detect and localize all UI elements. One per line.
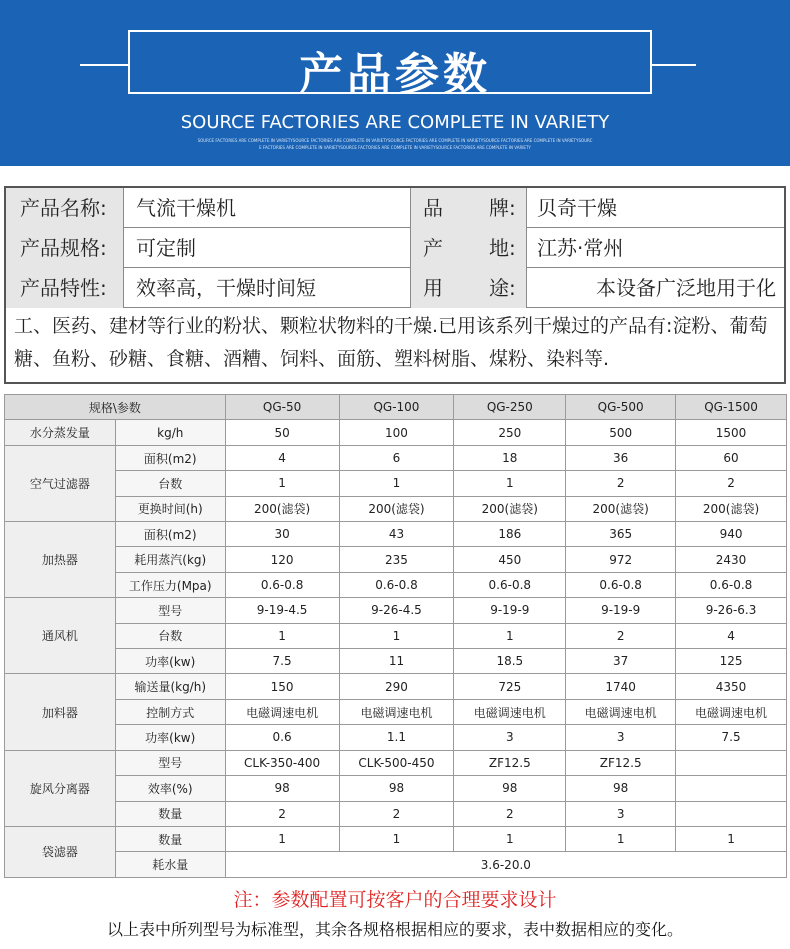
cell-value	[676, 776, 787, 801]
cell-value: 电磁调速电机	[454, 699, 566, 724]
cell-value: 0.6-0.8	[225, 572, 339, 597]
use-label-b: 途:	[489, 276, 516, 300]
origin-label-a: 产	[423, 236, 443, 260]
table-row	[5, 623, 787, 648]
page-subtitle: SOURCE FACTORIES ARE COMPLETE IN VARIETY	[180, 112, 610, 133]
param-name: 耗用蒸汽(kg)	[115, 547, 225, 572]
cell-value: 250	[454, 420, 566, 445]
cell-value: CLK-350-400	[225, 750, 339, 775]
cell-value: 98	[225, 776, 339, 801]
cell-value: 98	[339, 776, 454, 801]
model-header: QG-500	[566, 395, 676, 420]
model-header: QG-250	[454, 395, 566, 420]
cell-value: 150	[225, 674, 339, 699]
cell-value: 1	[454, 623, 566, 648]
cell-value: 1740	[566, 674, 676, 699]
fineprint-line-1: SOURCE FACTORIES ARE COMPLETE IN VARIETYSOURCE FACTORIES ARE COMPLETE IN VARIETYSOURCE FACTORIES ARE COMPLETE IN VARIETYSOURCE FACTORIES ARE COMPLETE IN VARIETYSOURC	[197, 138, 593, 143]
cell-value: 6	[339, 445, 454, 470]
product-spec-value: 可定制	[124, 228, 411, 268]
group-label: 袋滤器	[5, 826, 116, 877]
product-name-label: 产品名称:	[6, 188, 124, 228]
cell-value: 235	[339, 547, 454, 572]
use-label-a: 用	[423, 276, 443, 300]
cell-value: 200(滤袋)	[339, 496, 454, 521]
cell-value: 7.5	[676, 725, 787, 750]
cell-value: 0.6-0.8	[676, 572, 787, 597]
cell-value: 365	[566, 522, 676, 547]
cell-value: 200(滤袋)	[225, 496, 339, 521]
param-name: 台数	[115, 471, 225, 496]
param-name: 型号	[115, 750, 225, 775]
cell-value: 36	[566, 445, 676, 470]
cell-value: CLK-500-450	[339, 750, 454, 775]
cell-value: 98	[454, 776, 566, 801]
cell-value: 18.5	[454, 649, 566, 674]
cell-value: 450	[454, 547, 566, 572]
cell-value	[676, 801, 787, 826]
model-header: QG-100	[339, 395, 454, 420]
table-row	[5, 649, 787, 674]
cell-value: ZF12.5	[454, 750, 566, 775]
cell-value: 30	[225, 522, 339, 547]
cell-value: 0.6-0.8	[454, 572, 566, 597]
header-label: 规格\参数	[5, 395, 226, 420]
product-feature-label: 产品特性:	[6, 268, 124, 308]
table-row	[5, 598, 787, 623]
product-info-block	[4, 186, 786, 384]
cell-value: 290	[339, 674, 454, 699]
cell-value: 9-19-9	[566, 598, 676, 623]
group-label: 水分蒸发量	[5, 420, 116, 445]
cell-value: 4	[676, 623, 787, 648]
table-row	[5, 852, 787, 878]
table-row	[5, 699, 787, 724]
cell-value: 0.6	[225, 725, 339, 750]
cell-value: 9-26-4.5	[339, 598, 454, 623]
cell-value: 9-19-9	[454, 598, 566, 623]
cell-value: 120	[225, 547, 339, 572]
cell-value: 1500	[676, 420, 787, 445]
table-row	[5, 420, 787, 445]
cell-value: 200(滤袋)	[676, 496, 787, 521]
cell-value: 0.6-0.8	[339, 572, 454, 597]
page-title: 产品参数	[299, 49, 491, 100]
config-note: 注：参数配置可按客户的合理要求设计	[233, 889, 557, 911]
product-description: 工、医药、建材等行业的粉状、颗粒状物料的干燥.已用该系列干燥过的产品有:淀粉、葡萄糖、鱼粉、砂糖、食糖、酒糟、饲料、面筋、塑料树脂、煤粉、染料等.	[14, 315, 768, 370]
param-name: 型号	[115, 598, 225, 623]
cell-value: 186	[454, 522, 566, 547]
cell-value: 1	[225, 471, 339, 496]
table-row	[5, 496, 787, 521]
cell-value: 2	[225, 801, 339, 826]
cell-value: 2430	[676, 547, 787, 572]
cell-value: 725	[454, 674, 566, 699]
param-name: 输送量(kg/h)	[115, 674, 225, 699]
param-name: 耗水量	[115, 852, 225, 878]
param-name: 工作压力(Mpa)	[115, 572, 225, 597]
table-row	[5, 471, 787, 496]
footer-note: 以上表中所列型号为标准型，其余各规格根据相应的要求，表中数据相应的变化。	[106, 920, 683, 939]
cell-value: 100	[339, 420, 454, 445]
product-spec-label: 产品规格:	[6, 228, 124, 268]
cell-value: 60	[676, 445, 787, 470]
cell-value: 0.6-0.8	[566, 572, 676, 597]
cell-value: 1	[676, 826, 787, 851]
cell-value: 2	[454, 801, 566, 826]
param-name: 控制方式	[115, 699, 225, 724]
param-name: 效率(%)	[115, 776, 225, 801]
table-row	[5, 522, 787, 547]
cell-value: 1	[225, 826, 339, 851]
param-name: 面积(m2)	[115, 522, 225, 547]
use-label	[411, 268, 527, 308]
brand-value: 贝奇干燥	[537, 196, 617, 220]
cell-value: 电磁调速电机	[225, 699, 339, 724]
table-header-row	[5, 395, 787, 420]
cell-value: 43	[339, 522, 454, 547]
cell-value: 3	[566, 725, 676, 750]
product-name-value: 气流干燥机	[124, 188, 411, 228]
param-name: 台数	[115, 623, 225, 648]
cell-value: 3	[454, 725, 566, 750]
cell-value: 7.5	[225, 649, 339, 674]
origin-label	[411, 228, 527, 268]
info-row-feature-use	[6, 268, 784, 308]
cell-value: 电磁调速电机	[566, 699, 676, 724]
brand-label	[411, 188, 527, 228]
param-name: 数量	[115, 801, 225, 826]
cell-value: 2	[676, 471, 787, 496]
model-header: QG-1500	[676, 395, 787, 420]
brand-label-a: 品	[423, 196, 443, 220]
info-row-name-brand	[6, 188, 784, 228]
header-banner	[0, 0, 790, 166]
cell-value: 2	[339, 801, 454, 826]
info-row-spec-origin	[6, 228, 784, 268]
cell-value: 200(滤袋)	[454, 496, 566, 521]
cell-value: 18	[454, 445, 566, 470]
table-row	[5, 750, 787, 775]
group-label: 旋风分离器	[5, 750, 116, 826]
parameter-table	[4, 394, 787, 878]
fineprint-line-2: E FACTORIES ARE COMPLETE IN VARIETYSOURCE FACTORIES ARE COMPLETE IN VARIETYSOURCE FACTORIES ARE COMPLETE IN VARIETY	[259, 145, 531, 150]
param-name: 功率(kw)	[115, 649, 225, 674]
cell-value: 11	[339, 649, 454, 674]
cell-value: 2	[566, 471, 676, 496]
table-row	[5, 445, 787, 470]
cell-value: 电磁调速电机	[339, 699, 454, 724]
cell-value: 1	[225, 623, 339, 648]
cell-value: 125	[676, 649, 787, 674]
table-row	[5, 725, 787, 750]
cell-value: 940	[676, 522, 787, 547]
origin-label-b: 地:	[489, 236, 516, 260]
cell-value: 972	[566, 547, 676, 572]
cell-value: 电磁调速电机	[676, 699, 787, 724]
cell-value: 1	[454, 471, 566, 496]
cell-value: 1	[454, 826, 566, 851]
cell-value: 4	[225, 445, 339, 470]
cell-value: 9-26-6.3	[676, 598, 787, 623]
cell-value: 3	[566, 801, 676, 826]
cell-value: 37	[566, 649, 676, 674]
param-name: 面积(m2)	[115, 445, 225, 470]
cell-value: 98	[566, 776, 676, 801]
table-row	[5, 547, 787, 572]
cell-value: 4350	[676, 674, 787, 699]
brand-label-b: 牌:	[489, 196, 516, 220]
use-value: 本设备广泛地用于化	[596, 276, 776, 300]
model-header: QG-50	[225, 395, 339, 420]
cell-value: 9-19-4.5	[225, 598, 339, 623]
origin-value: 江苏·常州	[537, 236, 624, 260]
param-name: 功率(kw)	[115, 725, 225, 750]
cell-value	[676, 750, 787, 775]
cell-value: 1	[339, 623, 454, 648]
group-label: 加料器	[5, 674, 116, 750]
table-row	[5, 776, 787, 801]
cell-value: 500	[566, 420, 676, 445]
table-row	[5, 826, 787, 851]
param-name: kg/h	[115, 420, 225, 445]
cell-value: 1	[566, 826, 676, 851]
param-name: 数量	[115, 826, 225, 851]
table-row	[5, 801, 787, 826]
cell-value: 1	[339, 826, 454, 851]
group-label: 通风机	[5, 598, 116, 674]
table-row	[5, 572, 787, 597]
group-label: 空气过滤器	[5, 445, 116, 521]
param-name: 更换时间(h)	[115, 496, 225, 521]
cell-value: 50	[225, 420, 339, 445]
cell-value: 2	[566, 623, 676, 648]
product-feature-value: 效率高，干燥时间短	[124, 268, 411, 308]
cell-value: 1.1	[339, 725, 454, 750]
cell-value: 200(滤袋)	[566, 496, 676, 521]
cell-value-merged: 3.6-20.0	[225, 852, 786, 878]
group-label: 加热器	[5, 522, 116, 598]
table-row	[5, 674, 787, 699]
cell-value: ZF12.5	[566, 750, 676, 775]
cell-value: 1	[339, 471, 454, 496]
